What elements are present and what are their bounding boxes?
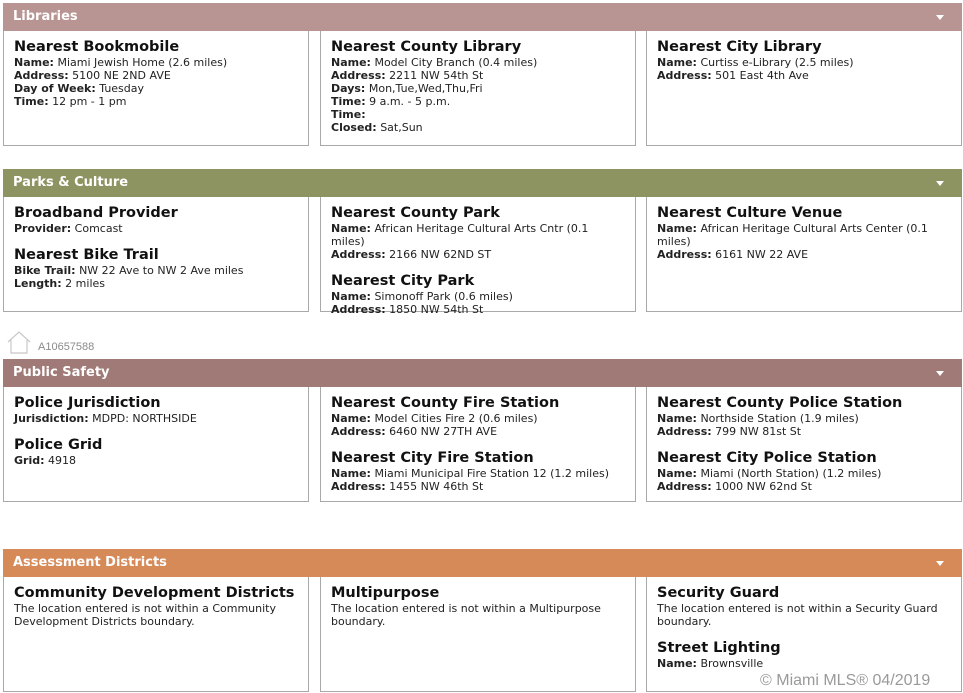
- row-label: Name:: [657, 222, 697, 235]
- info-box: [3, 387, 309, 502]
- row-value: Mon,Tue,Wed,Thu,Fri: [368, 82, 483, 95]
- section-title: Parks & Culture: [13, 175, 129, 190]
- row-label: Name:: [331, 222, 371, 235]
- info-row: [14, 222, 298, 235]
- info-row: [331, 108, 625, 121]
- row-label: Jurisdiction:: [14, 412, 89, 425]
- info-block: [657, 395, 951, 438]
- info-row: [14, 264, 298, 277]
- row-value: Curtiss e-Library (2.5 miles): [700, 56, 854, 69]
- info-row: [657, 657, 951, 670]
- block-heading: Police Grid: [14, 437, 103, 453]
- row-value: Tuesday: [99, 82, 145, 95]
- info-row: [331, 290, 625, 303]
- info-block: [331, 205, 625, 261]
- row-value: 5100 NE 2ND AVE: [72, 69, 171, 82]
- row-value: African Heritage Cultural Arts Center (0.1 miles): [657, 222, 928, 248]
- info-row: [331, 56, 625, 69]
- row-label: Time:: [331, 108, 366, 121]
- row-label: Closed:: [331, 121, 377, 134]
- info-row: [331, 82, 625, 95]
- row-label: Address:: [14, 69, 69, 82]
- info-row: [14, 56, 298, 69]
- block-text: The location entered is not within a Multipurpose boundary.: [331, 602, 601, 628]
- info-row: [331, 248, 625, 261]
- section-libraries: [3, 3, 962, 146]
- info-block: [14, 247, 298, 290]
- row-label: Days:: [331, 82, 366, 95]
- row-value: 1850 NW 54th St: [389, 303, 484, 316]
- row-value: Simonoff Park (0.6 miles): [374, 290, 513, 303]
- block-heading: Police Jurisdiction: [14, 395, 161, 411]
- info-row: [331, 95, 625, 108]
- section-public-safety: [3, 359, 962, 502]
- info-block: [657, 640, 951, 670]
- block-heading: Street Lighting: [657, 640, 781, 656]
- section-boxes: [3, 197, 962, 316]
- collapse-caret-icon[interactable]: [936, 181, 944, 186]
- section-title: Libraries: [13, 9, 78, 24]
- block-heading: Nearest City Library: [657, 39, 822, 55]
- info-row: [14, 95, 298, 108]
- row-label: Provider:: [14, 222, 72, 235]
- info-row: [14, 69, 298, 82]
- row-label: Address:: [331, 425, 386, 438]
- info-row: [14, 454, 298, 467]
- house-watermark-icon: [6, 328, 32, 356]
- row-label: Address:: [331, 248, 386, 261]
- info-row: [331, 412, 625, 425]
- info-row: [331, 69, 625, 82]
- row-label: Name:: [657, 412, 697, 425]
- row-label: Name:: [657, 467, 697, 480]
- mls-watermark: © Miami MLS® 04/2019: [760, 672, 931, 689]
- row-value: Sat,Sun: [380, 121, 423, 134]
- info-row: [331, 121, 625, 134]
- row-label: Name:: [331, 467, 371, 480]
- row-value: 1000 NW 62nd St: [715, 480, 812, 493]
- row-value: 1455 NW 46th St: [389, 480, 484, 493]
- row-value: Model Cities Fire 2 (0.6 miles): [374, 412, 538, 425]
- section-header[interactable]: [3, 169, 962, 197]
- section-boxes: [3, 31, 962, 146]
- row-label: Name:: [657, 56, 697, 69]
- info-block: [14, 205, 298, 235]
- info-row: [331, 222, 625, 248]
- row-label: Name:: [331, 56, 371, 69]
- row-label: Address:: [331, 303, 386, 316]
- row-label: Name:: [657, 657, 697, 670]
- row-value: 2166 NW 62ND ST: [389, 248, 492, 261]
- block-heading: Nearest Culture Venue: [657, 205, 843, 221]
- info-row: [331, 303, 625, 316]
- block-heading: Nearest Bookmobile: [14, 39, 180, 55]
- row-label: Name:: [331, 290, 371, 303]
- section-title: Assessment Districts: [13, 555, 167, 570]
- row-value: 6460 NW 27TH AVE: [389, 425, 498, 438]
- block-heading: Security Guard: [657, 585, 780, 601]
- info-row: [657, 56, 951, 69]
- info-row: [14, 412, 298, 425]
- block-heading: Nearest Bike Trail: [14, 247, 159, 263]
- info-box: [320, 31, 636, 146]
- info-block: [657, 585, 951, 628]
- info-box: [3, 577, 309, 692]
- info-block: [14, 585, 298, 628]
- row-value: 2211 NW 54th St: [389, 69, 484, 82]
- section-header[interactable]: [3, 359, 962, 387]
- block-heading: Nearest County Fire Station: [331, 395, 560, 411]
- block-heading: Nearest City Fire Station: [331, 450, 534, 466]
- row-value: 2 miles: [65, 277, 105, 290]
- info-block: [331, 450, 625, 493]
- row-value: NW 22 Ave to NW 2 Ave miles: [79, 264, 244, 277]
- info-block: [657, 205, 951, 261]
- info-block: [657, 450, 951, 493]
- row-value: Comcast: [74, 222, 123, 235]
- info-row: [657, 248, 951, 261]
- row-label: Address:: [331, 69, 386, 82]
- info-box: [646, 31, 962, 146]
- block-heading: Community Development Districts: [14, 585, 295, 601]
- info-block: [657, 39, 951, 82]
- block-heading: Broadband Provider: [14, 205, 178, 221]
- row-label: Name:: [331, 412, 371, 425]
- info-row: [657, 69, 951, 82]
- info-row: [657, 425, 951, 438]
- info-block: [14, 395, 298, 425]
- block-heading: Nearest County Park: [331, 205, 500, 221]
- section-header[interactable]: [3, 3, 962, 31]
- info-box: [3, 31, 309, 146]
- info-block: [331, 585, 625, 628]
- section-title: Public Safety: [13, 365, 110, 380]
- info-box: [320, 387, 636, 502]
- section-header[interactable]: [3, 549, 962, 577]
- row-label: Address:: [331, 480, 386, 493]
- info-row: [331, 425, 625, 438]
- info-row: [331, 480, 625, 493]
- info-block: [14, 39, 298, 108]
- info-block: [331, 395, 625, 438]
- info-box: [646, 387, 962, 502]
- row-label: Name:: [14, 56, 54, 69]
- row-value: 9 a.m. - 5 p.m.: [369, 95, 451, 108]
- row-value: 4918: [48, 454, 76, 467]
- info-row: [331, 467, 625, 480]
- info-box: [3, 197, 309, 312]
- row-value: Northside Station (1.9 miles): [700, 412, 859, 425]
- row-label: Day of Week:: [14, 82, 96, 95]
- info-row: [14, 82, 298, 95]
- block-heading: Nearest City Park: [331, 273, 475, 289]
- block-heading: Multipurpose: [331, 585, 440, 601]
- row-label: Time:: [14, 95, 49, 108]
- listing-id-watermark: A10657588: [38, 341, 95, 353]
- row-value: Brownsville: [700, 657, 764, 670]
- row-label: Length:: [14, 277, 62, 290]
- block-text: The location entered is not within a Community Development Districts boundary.: [14, 602, 277, 628]
- info-row: [14, 277, 298, 290]
- block-heading: Nearest County Library: [331, 39, 522, 55]
- row-label: Address:: [657, 425, 712, 438]
- info-row: [657, 480, 951, 493]
- row-label: Address:: [657, 480, 712, 493]
- row-value: 501 East 4th Ave: [715, 69, 809, 82]
- block-heading: Nearest City Police Station: [657, 450, 877, 466]
- info-block: [331, 39, 625, 134]
- block-text: The location entered is not within a Security Guard boundary.: [657, 602, 938, 628]
- row-label: Bike Trail:: [14, 264, 76, 277]
- info-box: [320, 197, 636, 316]
- row-value: African Heritage Cultural Arts Cntr (0.1 miles): [331, 222, 589, 248]
- info-row: [657, 467, 951, 480]
- row-value: MDPD: NORTHSIDE: [92, 412, 197, 425]
- section-parks-culture: [3, 169, 962, 316]
- collapse-caret-icon[interactable]: [936, 561, 944, 566]
- row-value: Miami Jewish Home (2.6 miles): [57, 56, 228, 69]
- row-value: 6161 NW 22 AVE: [715, 248, 809, 261]
- block-heading: Nearest County Police Station: [657, 395, 903, 411]
- collapse-caret-icon[interactable]: [936, 371, 944, 376]
- info-row: [657, 412, 951, 425]
- section-assessment-districts: [3, 549, 962, 692]
- info-row: [657, 222, 951, 248]
- row-value: 799 NW 81st St: [715, 425, 802, 438]
- row-label: Grid:: [14, 454, 45, 467]
- info-box: [646, 197, 962, 312]
- row-value: 12 pm - 1 pm: [52, 95, 127, 108]
- row-label: Address:: [657, 248, 712, 261]
- row-value: Miami (North Station) (1.2 miles): [700, 467, 882, 480]
- info-block: [331, 273, 625, 316]
- row-label: Time:: [331, 95, 366, 108]
- collapse-caret-icon[interactable]: [936, 15, 944, 20]
- row-value: Miami Municipal Fire Station 12 (1.2 miles): [374, 467, 610, 480]
- row-value: Model City Branch (0.4 miles): [374, 56, 538, 69]
- info-block: [14, 437, 298, 467]
- section-boxes: [3, 387, 962, 502]
- info-box: [320, 577, 636, 692]
- row-label: Address:: [657, 69, 712, 82]
